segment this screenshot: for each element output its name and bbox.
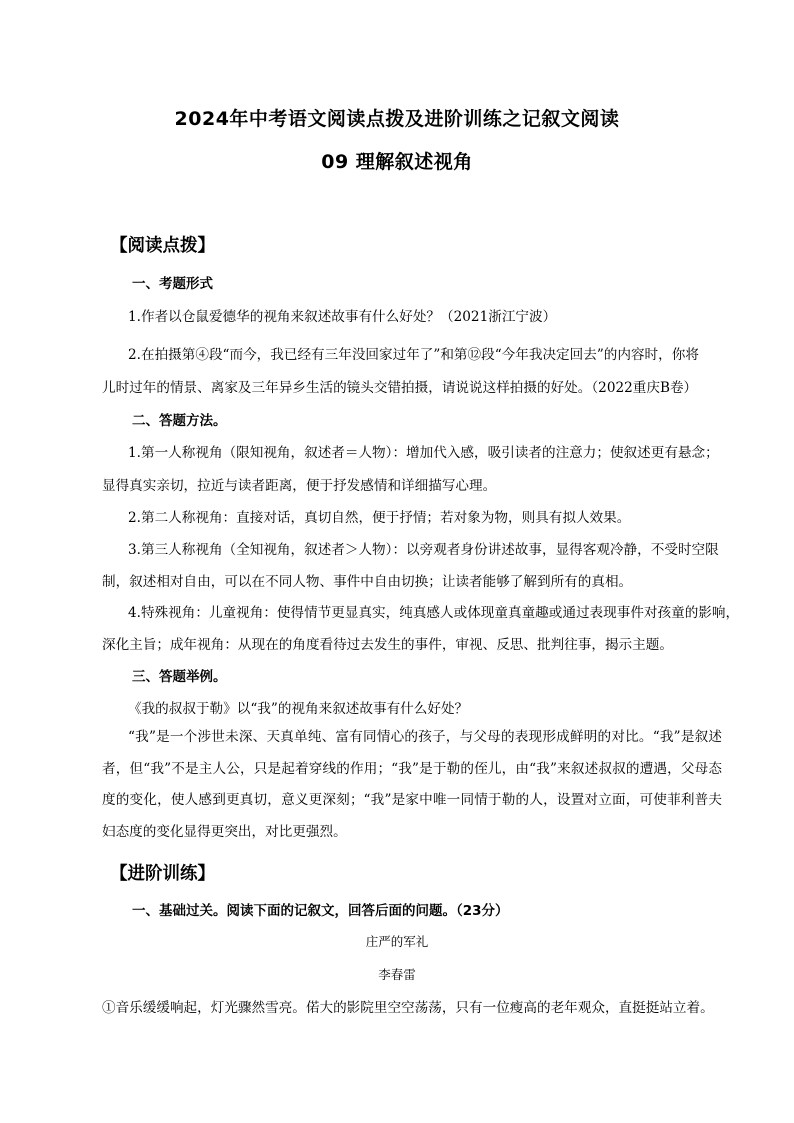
subheading-answer-methods: 二、答题方法。	[132, 413, 227, 429]
document-subtitle: 09 理解叙述视角	[321, 151, 473, 173]
section-heading-reading-tips: 【阅读点拨】	[110, 236, 215, 256]
method-1-line-2: 显得真实亲切，拉近与读者距离，便于抒发感情和详细描写心理。	[102, 478, 497, 494]
question-2-line-2: 儿时过年的情景、离家及三年异乡生活的镜头交错拍摄，请说说这样拍摄的好处。（2022重庆B卷）	[102, 380, 698, 396]
document-title: 2024年中考语文阅读点拨及进阶训练之记叙文阅读	[174, 108, 620, 130]
method-4-line-1: 4.特殊视角：儿童视角：使得情节更显真实，纯真感人或体现童真童趣或通过表现事件对孩童的影响，	[128, 605, 740, 621]
story-title: 庄严的军礼	[365, 934, 429, 949]
example-question: 《我的叔叔于勒》以“我”的视角来叙述故事有什么好处？	[128, 701, 469, 717]
story-author: 李春雷	[378, 967, 416, 982]
example-answer: “我”是一个涉世未深、天真单纯、富有同情心的孩子，与父母的表现形成鲜明的对比。“我”是叙述者，但“我”不是主人公，只是起着穿线的作用；“我”是于勒的侄儿，由“我”来叙述叔叔的遭遇，父母态度的变化，使人感到更真切，意义更深刻；“我”是家中唯一同情于勒的人，设置对立面，可使菲利普夫妇态度的变化显得更突出，对比更强烈。	[102, 729, 722, 840]
method-2: 2.第二人称视角：直接对话，真切自然，便于抒情；若对象为物，则具有拟人效果。	[128, 510, 631, 526]
subheading-basic-exercise: 一、基础过关。阅读下面的记叙文，回答后面的问题。（23分）	[132, 903, 509, 919]
section-heading-advanced-training: 【进阶训练】	[110, 864, 215, 884]
subheading-answer-example: 三、答题举例。	[132, 669, 227, 685]
subheading-question-forms: 一、考题形式	[132, 276, 213, 292]
question-2-line-1: 2.在拍摄第④段“而今，我已经有三年没回家过年了”和第⑫段“今年我决定回去”的内容时，你将	[128, 347, 699, 363]
method-3-line-2: 制，叙述相对自由，可以在不同人物、事件中自由切换；让读者能够了解到所有的真相。	[102, 574, 633, 590]
method-4-line-2: 深化主旨；成年视角：从现在的角度看待过去发生的事件，审视、反思、批判往事，揭示主题。	[102, 637, 673, 653]
question-1: 1.作者以仓鼠爱德华的视角来叙述故事有什么好处？（2021浙江宁波）	[128, 309, 557, 325]
method-3-line-1: 3.第三人称视角（全知视角，叙述者＞人物）：以旁观者身份讲述故事，显得客观冷静，不受时空限	[128, 542, 719, 558]
method-1-line-1: 1.第一人称视角（限知视角，叙述者＝人物）：增加代入感，吸引读者的注意力；使叙述更有悬念；	[128, 445, 719, 461]
story-paragraph-1: ①音乐缓缓响起，灯光骤然雪亮。偌大的影院里空空荡荡，只有一位瘦高的老年观众，直挺挺站立着。	[102, 1000, 714, 1016]
